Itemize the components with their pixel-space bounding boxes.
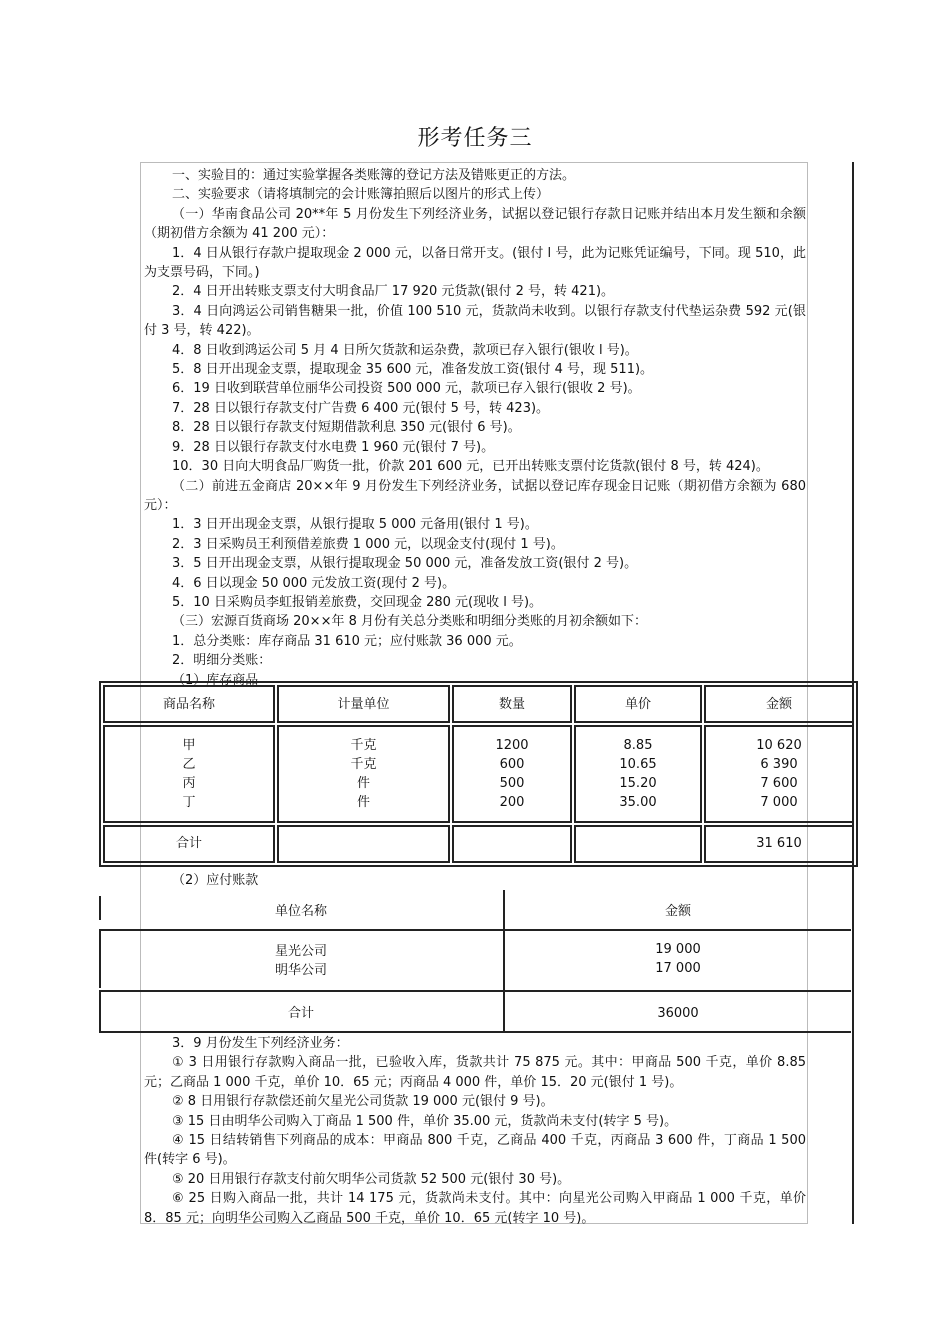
paragraph: （一）华南食品公司 20**年 5 月份发生下列经济业务，试据以登记银行存款日记账并结出本月发生额和余额（期初借方余额为 41 200 元）： (144, 206, 806, 242)
payables-heading: （2）应付账款 (172, 873, 259, 888)
paragraph: 二、实验要求（请将填制完的会计账簿拍照后以图片的形式上传） (172, 187, 550, 203)
paragraph: 5．8 日开出现金支票，提取现金 35 600 元，准备发放工资(银付 4 号，现 511)。 (172, 362, 654, 378)
total-amount: 36000 (657, 1006, 699, 1021)
item-price: 10.65 (619, 756, 657, 772)
supplier-name: 明华公司 (274, 963, 327, 978)
top-paragraphs (144, 166, 806, 690)
item-unit: 件 (356, 775, 370, 791)
paragraph: 7．28 日以银行存款支付广告费 6 400 元(银付 5 号，转 423)。 (172, 400, 550, 416)
table-header-cell: 数量 (452, 685, 572, 723)
paragraph: 3．9 月份发生下列经济业务： (172, 1036, 349, 1051)
table-header-cell: 单位名称 (274, 904, 327, 919)
table-cell-names (103, 725, 275, 822)
table-cell-prices (574, 725, 702, 822)
item-unit: 件 (356, 794, 370, 810)
empty-cell (277, 825, 450, 863)
table-header-cell: 计量单位 (277, 685, 450, 723)
paragraph: ② 8 日用银行存款偿还前欠星光公司货款 19 000 元(银付 9 号)。 (172, 1094, 554, 1110)
paragraph: ④ 15 日结转销售下列商品的成本：甲商品 800 千克，乙商品 400 千克，丙商品 3 600 件，丁商品 1 500 件(转字 6 号)。 (144, 1133, 806, 1168)
paragraph: 3．4 日向鸿运公司销售糖果一批，价值 100 510 元，货款尚未收到。以银行存款支付代垫运杂费 592 元(银付 3 号，转 422)。 (144, 303, 806, 339)
paragraph: ⑥ 25 日购入商品一批，共计 14 175 元，货款尚未支付。其中：向星光公司购入甲商品 1 000 千克，单价 8．85 元；向明华公司购入乙商品 500 千克，单价 10．65 元(转字 10 号)。 (144, 1191, 806, 1226)
paragraph: 2．3 日采购员王利预借差旅费 1 000 元，以现金支付(现付 1 号)。 (172, 536, 564, 552)
bottom-paragraphs (144, 1034, 806, 1228)
item-price: 8.85 (623, 737, 653, 753)
paragraph: 1．3 日开出现金支票，从银行提取 5 000 元备用(银付 1 号)。 (172, 517, 538, 533)
page-title: 形考任务三 (417, 126, 533, 151)
empty-cell (452, 825, 572, 863)
item-unit: 千克 (350, 756, 377, 772)
paragraph: 4．6 日以现金 50 000 元发放工资(现付 2 号)。 (172, 575, 456, 591)
table-border (99, 1031, 851, 1033)
inventory-table (99, 681, 858, 867)
table-header-cell: 单价 (574, 685, 702, 723)
supplier-amount: 19 000 (655, 942, 701, 957)
paragraph: 2．明细分类账： (172, 653, 272, 669)
paragraph: 3．5 日开出现金支票，从银行提取现金 50 000 元，准备发放工资(银付 2 号)。 (172, 556, 638, 572)
paragraph: 4．8 日收到鸿运公司 5 月 4 日所欠货款和运杂费，款项已存入银行(银收 l 号)。 (172, 342, 638, 358)
paragraph: 一、实验目的：通过实验掌握各类账簿的登记方法及错账更正的方法。 (172, 168, 576, 183)
empty-cell (574, 825, 702, 863)
paragraph: ① 3 日用银行存款购入商品一批，已验收入库，货款共计 75 875 元。其中：甲商品 500 千克，单价 8.85 元；乙商品 1 000 千克，单价 10．65 元；丙商品 4 000 件，单价 15．20 元(银付 1 号)。 (144, 1055, 806, 1090)
paragraph: 10．30 日向大明食品厂购货一批，价款 201 600 元，已开出转账支票付讫货款(银付 8 号，转 424)。 (172, 459, 769, 475)
table-border (99, 929, 851, 931)
item-name: 甲 (182, 737, 196, 753)
table-cell-amounts (704, 725, 854, 822)
item-name: 丙 (182, 775, 196, 791)
item-name: 乙 (182, 756, 196, 772)
table-header-cell: 金额 (704, 685, 854, 723)
supplier-amount: 17 000 (655, 961, 701, 976)
supplier-name: 星光公司 (274, 944, 327, 959)
table-header-cell: 商品名称 (103, 685, 275, 723)
item-price: 35.00 (619, 794, 657, 810)
paragraph: （二）前进五金商店 20××年 9 月份发生下列经济业务，试据以登记库存现金日记账（期初借方余额为 680 元）： (144, 478, 806, 513)
paragraph: 5．10 日采购员李虹报销差旅费，交回现金 280 元(现收 l 号)。 (172, 594, 543, 610)
total-amount: 31 610 (704, 825, 854, 863)
paragraph: 8．28 日以银行存款支付短期借款利息 350 元(银付 6 号)。 (172, 420, 521, 436)
table-border (99, 990, 851, 992)
paragraph: （三）宏源百货商场 20××年 8 月份有关总分类账和明细分类账的月初余额如下： (172, 614, 647, 630)
table-cell-quantities (452, 725, 572, 822)
paragraph: 1．总分类账：库存商品 31 610 元；应付账款 36 000 元。 (172, 633, 522, 649)
item-quantity: 600 (499, 756, 525, 772)
total-label: 合计 (103, 825, 275, 863)
table-cell-units (277, 725, 450, 822)
item-name: 丁 (182, 794, 196, 810)
item-quantity: 1200 (495, 737, 529, 753)
item-amount: 10 620 (756, 737, 802, 753)
item-amount: 7 000 (760, 794, 798, 810)
paragraph: 2．4 日开出转账支票支付大明食品厂 17 920 元货款(银付 2 号，转 421)。 (172, 284, 615, 300)
item-quantity: 500 (499, 775, 525, 791)
item-quantity: 200 (499, 794, 525, 810)
paragraph: 1．4 日从银行存款户提取现金 2 000 元，以备日常开支。(银付 l 号，此为记账凭证编号，下同。现 510，此为支票号码，下同。) (144, 245, 806, 281)
item-unit: 千克 (350, 737, 377, 753)
paragraph: （1）库存商品 (172, 672, 259, 688)
item-amount: 7 600 (760, 775, 798, 791)
paragraph: 6．19 日收到联营单位丽华公司投资 500 000 元，款项已存入银行(银收 2 号)。 (172, 381, 641, 397)
paragraph: 9．28 日以银行存款支付水电费 1 960 元(银付 7 号)。 (172, 439, 495, 455)
payables-table (99, 888, 851, 1032)
total-label: 合计 (287, 1006, 314, 1021)
table-header-cell: 金额 (664, 904, 691, 919)
paragraph: ③ 15 日由明华公司购入丁商品 1 500 件，单价 35.00 元，货款尚未支付(转字 5 号)。 (172, 1113, 678, 1129)
item-amount: 6 390 (760, 756, 798, 772)
item-price: 15.20 (619, 775, 657, 791)
paragraph: ⑤ 20 日用银行存款支付前欠明华公司货款 52 500 元(银付 30 号)。 (172, 1171, 571, 1187)
